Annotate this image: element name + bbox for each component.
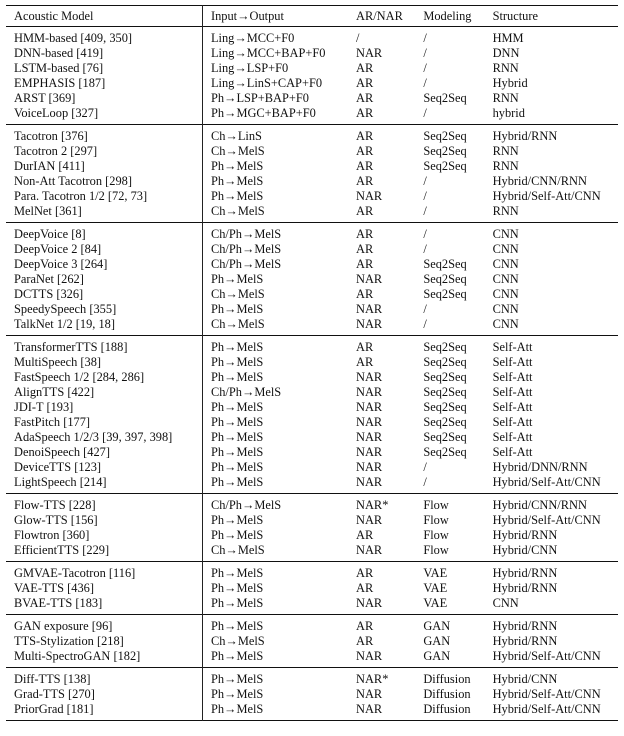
- model-group: [6, 125, 618, 223]
- cell-structure: RNN: [492, 204, 519, 218]
- cell-structure: HMM: [492, 31, 524, 45]
- cell-modeling: /: [423, 174, 427, 188]
- cell-structure: Self-Att: [492, 430, 533, 444]
- cell-ar-nar: NAR: [356, 687, 383, 701]
- cell-input-output: Ch→MelS: [202, 204, 352, 223]
- cell-modeling: Seq2Seq: [423, 400, 467, 414]
- cell-model-name: DenoiSpeech [427]: [14, 445, 110, 459]
- table-row: [6, 336, 618, 356]
- cell-structure: RNN: [492, 144, 519, 158]
- cell-ar-nar: AR: [356, 144, 374, 158]
- model-group: [6, 494, 618, 562]
- cell-input-output: Ph→MelS: [202, 649, 352, 668]
- cell-input-output: Ling→MCC+F0: [202, 27, 352, 47]
- cell-input-output: Ph→MelS: [202, 615, 352, 635]
- cell-modeling: /: [423, 242, 427, 256]
- cell-ar-nar: NAR: [356, 543, 383, 557]
- cell-model-name: Glow-TTS [156]: [14, 513, 98, 527]
- cell-model-name: Tacotron 2 [297]: [14, 144, 98, 158]
- cell-model-name: Non-Att Tacotron [298]: [14, 174, 132, 188]
- cell-structure: Hybrid/RNN: [492, 619, 558, 633]
- model-group: [6, 615, 618, 668]
- cell-ar-nar: AR: [356, 528, 374, 542]
- cell-model-name: DeepVoice 3 [264]: [14, 257, 108, 271]
- cell-modeling: Seq2Seq: [423, 159, 467, 173]
- cell-input-output: Ch→MelS: [202, 144, 352, 159]
- cell-input-output: Ph→MelS: [202, 581, 352, 596]
- cell-input-output: Ch→MelS: [202, 317, 352, 336]
- cell-model-name: DNN-based [419]: [14, 46, 104, 60]
- cell-modeling: /: [423, 204, 427, 218]
- cell-structure: CNN: [492, 272, 519, 286]
- cell-modeling: /: [423, 76, 427, 90]
- cell-modeling: /: [423, 31, 427, 45]
- cell-model-name: ARST [369]: [14, 91, 76, 105]
- cell-modeling: /: [423, 189, 427, 203]
- cell-ar-nar: AR: [356, 76, 374, 90]
- table-row: [6, 562, 618, 582]
- cell-input-output: Ch→MelS: [202, 634, 352, 649]
- table-row: [6, 494, 618, 514]
- cell-input-output: Ph→MelS: [202, 528, 352, 543]
- cell-model-name: FastSpeech 1/2 [284, 286]: [14, 370, 145, 384]
- cell-input-output: Ph→MelS: [202, 355, 352, 370]
- cell-ar-nar: NAR: [356, 415, 383, 429]
- cell-input-output: Ling→LinS+CAP+F0: [202, 76, 352, 91]
- table-row: [6, 174, 618, 189]
- cell-modeling: VAE: [423, 581, 448, 595]
- table-row: [6, 649, 618, 668]
- cell-structure: CNN: [492, 317, 519, 331]
- cell-structure: Hybrid/RNN: [492, 581, 558, 595]
- cell-modeling: Seq2Seq: [423, 287, 467, 301]
- cell-input-output: Ph→MelS: [202, 430, 352, 445]
- table-row: [6, 204, 618, 223]
- table-row: [6, 668, 618, 688]
- table-row: [6, 91, 618, 106]
- table-row: [6, 581, 618, 596]
- cell-ar-nar: AR: [356, 581, 374, 595]
- cell-modeling: /: [423, 302, 427, 316]
- cell-structure: Self-Att: [492, 340, 533, 354]
- cell-structure: Hybrid/RNN: [492, 566, 558, 580]
- table-header: [6, 6, 618, 27]
- cell-structure: Hybrid/DNN/RNN: [492, 460, 588, 474]
- cell-ar-nar: AR: [356, 340, 374, 354]
- table-row: [6, 125, 618, 145]
- cell-ar-nar: NAR: [356, 445, 383, 459]
- cell-input-output: Ph→MelS: [202, 668, 352, 688]
- table-row: [6, 317, 618, 336]
- table-row: [6, 687, 618, 702]
- cell-modeling: /: [423, 460, 427, 474]
- cell-ar-nar: AR: [356, 355, 374, 369]
- cell-structure: DNN: [492, 46, 520, 60]
- cell-structure: Hybrid/Self-Att/CNN: [492, 687, 601, 701]
- cell-modeling: /: [423, 61, 427, 75]
- cell-model-name: Grad-TTS [270]: [14, 687, 95, 701]
- table-row: [6, 272, 618, 287]
- cell-modeling: /: [423, 227, 427, 241]
- table-row: [6, 189, 618, 204]
- cell-modeling: Flow: [423, 513, 449, 527]
- cell-ar-nar: NAR: [356, 475, 383, 489]
- cell-modeling: GAN: [423, 649, 451, 663]
- cell-ar-nar: NAR: [356, 370, 383, 384]
- cell-ar-nar: AR: [356, 257, 374, 271]
- table-row: [6, 385, 618, 400]
- cell-structure: Hybrid/RNN: [492, 528, 558, 542]
- cell-structure: CNN: [492, 242, 519, 256]
- header-ar-nar: AR/NAR: [356, 9, 403, 23]
- cell-model-name: DeviceTTS [123]: [14, 460, 102, 474]
- cell-structure: CNN: [492, 227, 519, 241]
- cell-structure: Hybrid/Self-Att/CNN: [492, 475, 601, 489]
- cell-modeling: /: [423, 46, 427, 60]
- cell-ar-nar: NAR: [356, 400, 383, 414]
- cell-structure: Hybrid/RNN: [492, 129, 558, 143]
- cell-model-name: GAN exposure [96]: [14, 619, 113, 633]
- cell-structure: hybrid: [492, 106, 525, 120]
- cell-structure: Hybrid/RNN: [492, 634, 558, 648]
- cell-ar-nar: NAR: [356, 430, 383, 444]
- cell-model-name: TalkNet 1/2 [19, 18]: [14, 317, 115, 331]
- cell-ar-nar: AR: [356, 287, 374, 301]
- cell-ar-nar: AR: [356, 159, 374, 173]
- cell-input-output: Ch→MelS: [202, 543, 352, 562]
- cell-input-output: Ph→MelS: [202, 513, 352, 528]
- cell-input-output: Ph→MelS: [202, 336, 352, 356]
- cell-input-output: Ph→MelS: [202, 302, 352, 317]
- model-group: [6, 223, 618, 336]
- cell-modeling: Seq2Seq: [423, 370, 467, 384]
- cell-model-name: DeepVoice [8]: [14, 227, 86, 241]
- cell-modeling: Flow: [423, 498, 449, 512]
- cell-ar-nar: AR: [356, 129, 374, 143]
- cell-input-output: Ch→MelS: [202, 287, 352, 302]
- cell-structure: CNN: [492, 596, 519, 610]
- cell-input-output: Ch/Ph→MelS: [202, 494, 352, 514]
- cell-model-name: PriorGrad [181]: [14, 702, 94, 716]
- header-modeling: Modeling: [423, 9, 472, 23]
- cell-model-name: LSTM-based [76]: [14, 61, 104, 75]
- cell-ar-nar: NAR: [356, 46, 383, 60]
- cell-input-output: Ph→MelS: [202, 562, 352, 582]
- cell-structure: Self-Att: [492, 385, 533, 399]
- cell-structure: Self-Att: [492, 400, 533, 414]
- cell-model-name: Para. Tacotron 1/2 [72, 73]: [14, 189, 148, 203]
- cell-structure: RNN: [492, 159, 519, 173]
- table-row: [6, 528, 618, 543]
- model-group: [6, 562, 618, 615]
- cell-structure: RNN: [492, 91, 519, 105]
- cell-ar-nar: AR: [356, 61, 374, 75]
- table-row: [6, 76, 618, 91]
- cell-ar-nar: NAR: [356, 596, 383, 610]
- cell-ar-nar: AR: [356, 619, 374, 633]
- cell-ar-nar: NAR: [356, 702, 383, 716]
- cell-model-name: Diff-TTS [138]: [14, 672, 91, 686]
- cell-input-output: Ph→MelS: [202, 272, 352, 287]
- table-row: [6, 144, 618, 159]
- model-group: [6, 336, 618, 494]
- cell-ar-nar: NAR: [356, 302, 383, 316]
- cell-input-output: Ph→MelS: [202, 189, 352, 204]
- cell-structure: CNN: [492, 287, 519, 301]
- cell-modeling: Seq2Seq: [423, 430, 467, 444]
- cell-model-name: VAE-TTS [436]: [14, 581, 94, 595]
- cell-modeling: Seq2Seq: [423, 385, 467, 399]
- cell-input-output: Ph→MelS: [202, 460, 352, 475]
- cell-structure: Self-Att: [492, 445, 533, 459]
- cell-model-name: MelNet [361]: [14, 204, 82, 218]
- table-row: [6, 355, 618, 370]
- cell-ar-nar: NAR: [356, 460, 383, 474]
- cell-modeling: Seq2Seq: [423, 340, 467, 354]
- cell-modeling: Seq2Seq: [423, 91, 467, 105]
- cell-input-output: Ling→MCC+BAP+F0: [202, 46, 352, 61]
- cell-model-name: TTS-Stylization [218]: [14, 634, 124, 648]
- cell-modeling: /: [423, 317, 427, 331]
- cell-structure: Hybrid/CNN/RNN: [492, 498, 587, 512]
- cell-structure: Self-Att: [492, 415, 533, 429]
- cell-structure: Hybrid/Self-Att/CNN: [492, 189, 601, 203]
- model-group: [6, 27, 618, 125]
- cell-input-output: Ch/Ph→MelS: [202, 257, 352, 272]
- cell-ar-nar: AR: [356, 106, 374, 120]
- table-row: [6, 634, 618, 649]
- cell-input-output: Ling→LSP+F0: [202, 61, 352, 76]
- cell-modeling: Flow: [423, 543, 449, 557]
- cell-ar-nar: NAR*: [356, 498, 389, 512]
- cell-structure: Hybrid/Self-Att/CNN: [492, 513, 601, 527]
- table-row: [6, 702, 618, 721]
- cell-modeling: Seq2Seq: [423, 445, 467, 459]
- cell-model-name: Tacotron [376]: [14, 129, 88, 143]
- cell-ar-nar: NAR: [356, 513, 383, 527]
- cell-input-output: Ch/Ph→MelS: [202, 223, 352, 243]
- cell-input-output: Ch→LinS: [202, 125, 352, 145]
- cell-input-output: Ph→MelS: [202, 596, 352, 615]
- cell-modeling: Diffusion: [423, 687, 471, 701]
- cell-structure: Hybrid/CNN/RNN: [492, 174, 587, 188]
- header-acoustic-model: Acoustic Model: [14, 9, 94, 23]
- cell-model-name: AdaSpeech 1/2/3 [39, 397, 398]: [14, 430, 173, 444]
- cell-model-name: Multi-SpectroGAN [182]: [14, 649, 141, 663]
- cell-model-name: FastPitch [177]: [14, 415, 91, 429]
- cell-ar-nar: AR: [356, 204, 374, 218]
- cell-structure: Hybrid/Self-Att/CNN: [492, 649, 601, 663]
- cell-input-output: Ch/Ph→MelS: [202, 242, 352, 257]
- cell-ar-nar: NAR*: [356, 672, 389, 686]
- cell-ar-nar: NAR: [356, 649, 383, 663]
- table-row: [6, 27, 618, 47]
- cell-modeling: Seq2Seq: [423, 257, 467, 271]
- table-row: [6, 242, 618, 257]
- acoustic-model-table: [6, 5, 618, 721]
- cell-ar-nar: AR: [356, 242, 374, 256]
- cell-ar-nar: AR: [356, 174, 374, 188]
- table-row: [6, 615, 618, 635]
- cell-input-output: Ph→MelS: [202, 159, 352, 174]
- cell-input-output: Ch/Ph→MelS: [202, 385, 352, 400]
- cell-ar-nar: AR: [356, 227, 374, 241]
- table-row: [6, 61, 618, 76]
- cell-input-output: Ph→MelS: [202, 445, 352, 460]
- cell-modeling: GAN: [423, 634, 451, 648]
- cell-ar-nar: NAR: [356, 385, 383, 399]
- cell-modeling: Seq2Seq: [423, 272, 467, 286]
- cell-model-name: ParaNet [262]: [14, 272, 84, 286]
- cell-structure: Hybrid/CNN: [492, 672, 558, 686]
- cell-model-name: Flowtron [360]: [14, 528, 90, 542]
- table-row: [6, 106, 618, 125]
- cell-modeling: Diffusion: [423, 672, 471, 686]
- cell-model-name: EMPHASIS [187]: [14, 76, 106, 90]
- cell-modeling: Seq2Seq: [423, 129, 467, 143]
- cell-modeling: Diffusion: [423, 702, 471, 716]
- cell-model-name: TransformerTTS [188]: [14, 340, 128, 354]
- header-input-output: Input→Output: [202, 6, 352, 27]
- cell-structure: Hybrid/CNN: [492, 543, 558, 557]
- cell-ar-nar: NAR: [356, 272, 383, 286]
- table-row: [6, 159, 618, 174]
- table-row: [6, 46, 618, 61]
- cell-model-name: DCTTS [326]: [14, 287, 84, 301]
- table-row: [6, 287, 618, 302]
- cell-structure: CNN: [492, 257, 519, 271]
- table-row: [6, 460, 618, 475]
- table-row: [6, 302, 618, 317]
- table-row: [6, 415, 618, 430]
- cell-modeling: VAE: [423, 596, 448, 610]
- cell-input-output: Ph→MelS: [202, 174, 352, 189]
- cell-modeling: GAN: [423, 619, 451, 633]
- cell-structure: RNN: [492, 61, 519, 75]
- cell-model-name: VoiceLoop [327]: [14, 106, 99, 120]
- cell-model-name: EfficientTTS [229]: [14, 543, 110, 557]
- table-row: [6, 543, 618, 562]
- cell-modeling: /: [423, 475, 427, 489]
- cell-model-name: Flow-TTS [228]: [14, 498, 96, 512]
- cell-model-name: SpeedySpeech [355]: [14, 302, 117, 316]
- table-row: [6, 445, 618, 460]
- cell-input-output: Ph→MelS: [202, 370, 352, 385]
- cell-modeling: Flow: [423, 528, 449, 542]
- table-row: [6, 430, 618, 445]
- cell-ar-nar: AR: [356, 91, 374, 105]
- cell-modeling: VAE: [423, 566, 448, 580]
- cell-model-name: HMM-based [409, 350]: [14, 31, 133, 45]
- cell-ar-nar: NAR: [356, 317, 383, 331]
- header-row: [6, 6, 618, 27]
- cell-structure: CNN: [492, 302, 519, 316]
- cell-ar-nar: AR: [356, 634, 374, 648]
- cell-input-output: Ph→LSP+BAP+F0: [202, 91, 352, 106]
- header-structure: Structure: [492, 9, 538, 23]
- cell-input-output: Ph→MelS: [202, 475, 352, 494]
- cell-modeling: Seq2Seq: [423, 355, 467, 369]
- cell-model-name: JDI-T [193]: [14, 400, 74, 414]
- cell-model-name: MultiSpeech [38]: [14, 355, 102, 369]
- cell-ar-nar: AR: [356, 566, 374, 580]
- cell-model-name: GMVAE-Tacotron [116]: [14, 566, 136, 580]
- cell-model-name: AlignTTS [422]: [14, 385, 95, 399]
- cell-structure: Self-Att: [492, 355, 533, 369]
- cell-model-name: DeepVoice 2 [84]: [14, 242, 102, 256]
- table-row: [6, 475, 618, 494]
- cell-input-output: Ph→MelS: [202, 400, 352, 415]
- cell-modeling: /: [423, 106, 427, 120]
- model-group: [6, 668, 618, 721]
- cell-ar-nar: NAR: [356, 189, 383, 203]
- table-row: [6, 596, 618, 615]
- cell-structure: Hybrid/Self-Att/CNN: [492, 702, 601, 716]
- cell-model-name: LightSpeech [214]: [14, 475, 107, 489]
- cell-structure: Self-Att: [492, 370, 533, 384]
- cell-modeling: Seq2Seq: [423, 144, 467, 158]
- cell-input-output: Ph→MelS: [202, 702, 352, 721]
- table-row: [6, 400, 618, 415]
- cell-structure: Hybrid: [492, 76, 528, 90]
- cell-ar-nar: /: [356, 31, 360, 45]
- cell-model-name: DurIAN [411]: [14, 159, 85, 173]
- table-row: [6, 223, 618, 243]
- table-row: [6, 513, 618, 528]
- table-row: [6, 257, 618, 272]
- cell-modeling: Seq2Seq: [423, 415, 467, 429]
- cell-input-output: Ph→MelS: [202, 415, 352, 430]
- cell-input-output: Ph→MelS: [202, 687, 352, 702]
- cell-input-output: Ph→MGC+BAP+F0: [202, 106, 352, 125]
- table-row: [6, 370, 618, 385]
- cell-model-name: BVAE-TTS [183]: [14, 596, 103, 610]
